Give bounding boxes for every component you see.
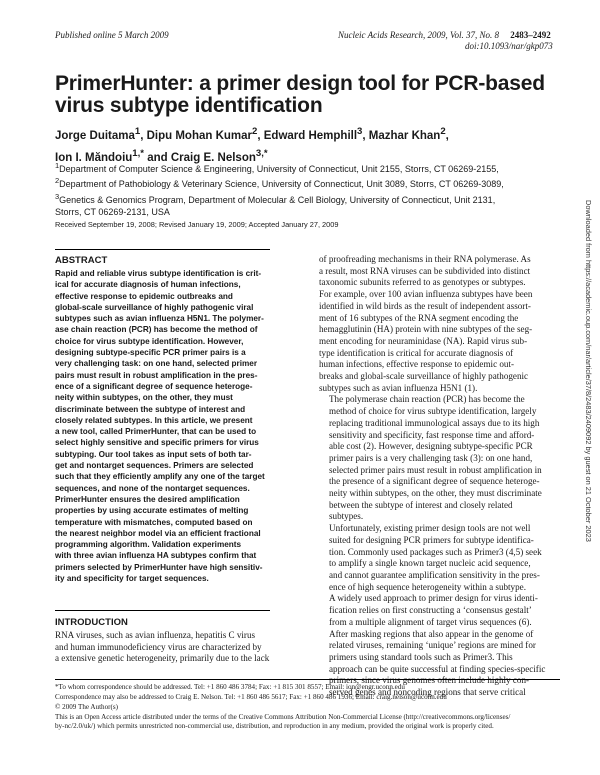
introduction-heading: INTRODUCTION: [55, 617, 128, 628]
download-sidebar-text: Downloaded from https://academic.oup.com/nar/article/37/8/2483/2409092 by guest on 21 October 2023: [584, 200, 593, 542]
page-range: 2483–2492: [510, 30, 551, 40]
affiliation: [55, 175, 575, 190]
abstract-line: PrimerHunter ensures the desired amplification: [55, 494, 240, 504]
abstract-line: choice for virus subtype identification. However,: [55, 336, 244, 346]
abstract-line: such that they efficiently amplify any one of the target: [55, 472, 265, 482]
introduction-body: [55, 630, 271, 665]
body-line: human infections, effective response to epidemic out-: [319, 359, 515, 370]
abstract-line: temperature with mismatches, computed based on: [55, 517, 253, 527]
footnote-line: Correspondence may also be addressed to Craig E. Nelson. Tel: +1 860 486 5617; Fax: +1 860 486 1936; Email: craig.nelson@uconn.edu: [55, 692, 447, 701]
body-line: between the subtype of interest and closely related: [329, 499, 513, 510]
body-paragraph: [319, 394, 561, 523]
copyright-line: by-nc/2.0/uk/) which permits unrestricted non-commercial use, distribution, and reproduction in any medium, provided the original work is properly cited.: [55, 722, 494, 731]
affiliation-text: Storrs, CT 06269-2131, USA: [55, 207, 170, 218]
body-line: A widely used approach to primer design for virus identi-: [329, 593, 538, 604]
body-line: The polymerase chain reaction (PCR) has become the: [329, 394, 525, 405]
abstract-line: the nearest neighbor model via an efficient fractional: [55, 528, 261, 538]
affiliation-sup: 3: [55, 191, 60, 201]
abstract-line: global-scale surveillance of highly pathogenic viral: [55, 302, 254, 312]
affiliation-sup: 1: [55, 161, 60, 170]
abstract-line: ence of a significant degree of sequence heteroge-: [55, 381, 253, 391]
abstract-line: effective response to epidemic outbreaks and: [55, 291, 233, 301]
abstract-line: get and nontarget sequences. Primers are selected: [55, 461, 254, 471]
body-line: approach can be quite successful at finding species-specific: [329, 663, 546, 674]
body-line: and cannot guarantee amplification sensitivity in the pres-: [329, 569, 540, 580]
abstract-line: with three avian influenza HA subtypes confirm that: [55, 551, 257, 561]
affiliation-text: Genetics & Genomics Program, Department of Molecular & Cell Biology, University of Connecticut, Unit 2131,: [59, 194, 496, 205]
body-line: For example, over 100 avian influenza subtypes have been: [319, 289, 533, 300]
body-line: related viruses, remaining ‘unique’ regions are mined for: [329, 640, 536, 651]
correspondence-footnotes: [55, 683, 565, 702]
abstract-line: designing subtype-specific PCR primer pairs is a: [55, 348, 246, 358]
body-line: neity within subtypes, on the other, they must discriminate: [329, 488, 542, 499]
abstract-line: sequences, and none of the nontarget sequences.: [55, 483, 250, 493]
copyright-line: © 2009 The Author(s): [55, 703, 118, 711]
affiliation: [55, 206, 575, 218]
body-line: a result, most RNA viruses can be subdivided into distinct: [319, 265, 531, 276]
abstract-line: pairs must result in robust amplification in the pres-: [55, 370, 258, 380]
footnote-line: *To whom correspondence should be addressed. Tel: +1 860 486 3784; Fax: +1 815 301 8557; Email: ion@engr.uconn.edu: [55, 683, 405, 691]
body-line: the presence of a significant degree of sequence heteroge-: [329, 476, 540, 487]
body-paragraph: [319, 254, 561, 394]
body-line: replacing traditional immunological assays due to its high: [329, 417, 540, 428]
body-line: fication relies on first constructing a ‘consensus gestalt’: [329, 605, 532, 616]
introduction-rule: [55, 610, 270, 611]
copyright-line: This is an Open Access article distributed under the terms of the Creative Commons Attribution Non-Commercial License (http://creativecommons.org/licenses/: [55, 712, 511, 721]
body-line: able cost (2). However, designing subtype-specific PCR: [329, 441, 533, 452]
abstract-line: ical for accurate diagnosis of human infections,: [55, 280, 241, 290]
body-line: tion. Commonly used packages such as Primer3 (4,5) seek: [329, 546, 542, 557]
abstract-line: ase chain reaction (PCR) has become the method of: [55, 325, 258, 335]
abstract-line: programming algorithm. Validation experiments: [55, 540, 242, 550]
author-name: Ion I. Măndoiu: [55, 151, 133, 164]
abstract-line: a new tool, called PrimerHunter, that can be used to: [55, 427, 257, 437]
author-and: and: [147, 151, 168, 164]
body-line: ment of 16 subtypes of the RNA segment encoding the: [319, 312, 519, 323]
author-sup: 1,*: [132, 147, 145, 159]
doi-link[interactable]: doi:10.1093/nar/gkp073: [465, 41, 553, 51]
abstract-line: primers selected by PrimerHunter have high sensitiv-: [55, 562, 263, 572]
body-line: selected primer pairs must result in robust amplification in: [329, 464, 542, 475]
body-line: subtypes.: [329, 511, 364, 522]
introduction-line: a extensive genetic heterogeneity, primarily due to the lack: [55, 653, 270, 664]
affiliations: [55, 160, 575, 219]
body-line: sensitivity and specificity, fast response time and afford-: [329, 429, 535, 440]
body-line: taxonomic subunits referred to as genotypes or subtypes.: [319, 277, 526, 288]
abstract-line: ity and specificity for target sequences.: [55, 574, 209, 584]
affiliation-sup: 2: [55, 176, 60, 186]
title-line: virus subtype identification: [55, 94, 323, 117]
body-line: ence of high sequence heterogeneity within a subtype.: [329, 581, 526, 592]
body-line: primers using standard tools such as Primer3. This: [329, 651, 513, 662]
author-sup: 1: [134, 126, 141, 137]
affiliation: [55, 160, 575, 175]
body-line: from a multiple alignment of target virus sequences (6).: [329, 616, 532, 627]
author-sup: 2: [252, 126, 258, 137]
received-dates: Received September 19, 2008; Revised January 19, 2009; Accepted January 27, 2009: [55, 220, 339, 229]
body-line: served genes and noncoding regions that serve critical: [329, 687, 526, 698]
abstract-line: subtyping. Our tool takes as input sets of both tar-: [55, 449, 252, 459]
introduction-line: and human immunodeficiency virus are characterized by: [55, 641, 262, 652]
body-line: type identification is critical for accurate diagnosis of: [319, 347, 514, 358]
download-sidebar: [577, 200, 593, 600]
affiliation-text: Department of Pathobiology & Veterinary Science, University of Connecticut, Unit 3089, Storrs, CT 06269-3089,: [59, 179, 504, 190]
body-line: subtypes such as avian influenza H5N1 (1).: [319, 382, 478, 393]
abstract-line: neity within subtypes, on the other, they must: [55, 393, 233, 403]
body-line: ment encoding for neuraminidase (NA). Rapid virus sub-: [319, 335, 528, 346]
journal-citation: [338, 30, 568, 52]
title-line: PrimerHunter: a primer design tool for PCR-based: [55, 72, 545, 95]
author-name: Mazhar Khan: [368, 129, 441, 142]
abstract-line: subtypes such as avian influenza H5N1. The polymer-: [55, 314, 264, 324]
body-line: breaks and global-scale surveillance of highly pathogenic: [319, 371, 529, 382]
abstract-line: very challenging task: on one hand, selected primer: [55, 359, 258, 369]
abstract-line: Rapid and reliable virus subtype identification is crit-: [55, 269, 262, 278]
body-line: Unfortunately, existing primer design tools are not well: [329, 523, 531, 534]
body-paragraph: [319, 523, 561, 699]
right-column-body: [319, 254, 561, 699]
introduction-line: RNA viruses, such as avian influenza, hepatitis C virus: [55, 630, 256, 640]
body-line: to amplify a single known target nucleic acid sequence,: [329, 558, 531, 569]
body-line: of proofreading mechanisms in their RNA polymerase. As: [319, 254, 531, 264]
body-line: primers, since virus genomes often include highly con-: [329, 675, 530, 686]
body-line: hemagglutinin (HA) protein with nine subtypes of the seg-: [319, 324, 533, 335]
journal-name: Nucleic Acids Research, 2009, Vol. 37, No. 8: [338, 30, 499, 40]
author-name: Craig E. Nelson: [170, 151, 256, 164]
body-line: primer pairs is a very challenging task (3): on one hand,: [329, 452, 533, 463]
body-line: method of choice for virus subtype identification, largely: [329, 406, 537, 417]
author-name: Dipu Mohan Kumar: [146, 129, 253, 142]
abstract-line: discriminate between the subtype of interest and: [55, 404, 246, 414]
paper-title: [55, 73, 575, 117]
body-line: suited for designing PCR primers for subtype identifica-: [329, 534, 534, 545]
copyright-notice: [55, 703, 565, 732]
published-date: Published online 5 March 2009: [55, 30, 169, 40]
abstract-heading: ABSTRACT: [55, 255, 108, 266]
abstract-line: properties by using accurate estimates of melting: [55, 506, 249, 516]
abstract-line: closely related subtypes. In this article, we present: [55, 415, 253, 425]
author-name: Edward Hemphill: [263, 129, 358, 142]
author-sup: 3,*: [255, 147, 268, 159]
abstract-body: [55, 268, 271, 584]
author-name: Jorge Duitama: [55, 129, 135, 142]
affiliation: [55, 191, 575, 206]
affiliation-text: Department of Computer Science & Engineering, University of Connecticut, Unit 2155, Storrs, CT 06269-2155,: [59, 164, 499, 174]
abstract-line: select highly sensitive and specific primers for virus: [55, 438, 259, 448]
footnote-rule: [55, 679, 560, 680]
author-sup: 3: [357, 126, 363, 137]
body-line: After masking regions that also appear in the genome of: [329, 628, 534, 639]
abstract-rule: [55, 249, 270, 250]
body-line: identified in wild birds as the result of independent assort-: [319, 300, 531, 311]
author-line: Jorge Duitama$^1$, Dipu Mohan Kumar$^2$, Edward Hemphill$^3$, Mazhar Khan$^2$,: [55, 126, 449, 142]
author-sup: 2: [440, 126, 446, 137]
